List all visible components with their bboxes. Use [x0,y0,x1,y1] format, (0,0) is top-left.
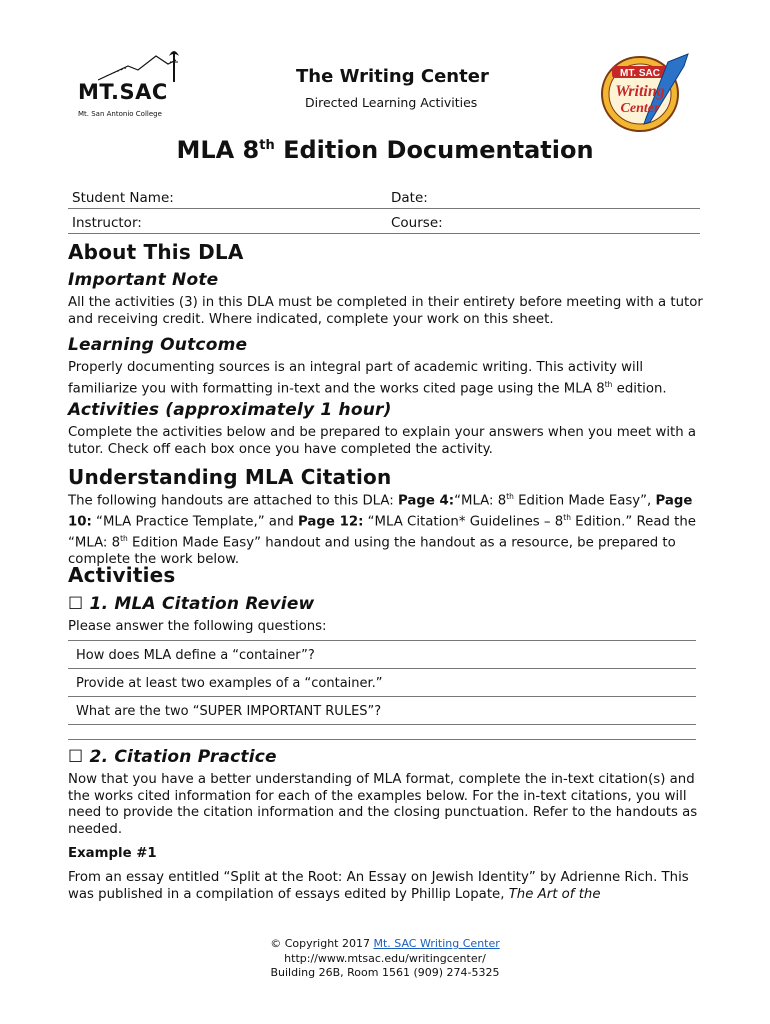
example-text [68,870,708,903]
u-t3: Edition Made Easy”, [513,493,656,509]
u-t1: The following handouts are attached to this DLA: [68,493,398,509]
u-b1: Page 4: [397,493,455,509]
activities-time-heading: Activities (approximately 1 hour) [68,400,392,420]
understanding-heading: Understanding MLA Citation [68,465,392,489]
title-superscript: th [259,138,275,153]
activity-1-heading[interactable]: ☐ 1. MLA Citation Review [68,594,315,614]
u-b2: Page 10: [68,493,693,530]
example-text-a: From an essay entitled “Split at the Root: An Essay on Jewish Identity” by Adrienne Rich. This was published in a compilation of essays edited by Phillip Lopate, [68,870,689,902]
outcome-text-a: Properly documenting sources is an integral part of academic writing. This activity will familiarize you with formatting in-text and the works cited page using the MLA 8 [68,360,644,396]
question-row[interactable] [68,668,696,697]
activity-2-text: Now that you have a better understanding of MLA format, complete the in-text citation(s) and the works cited information for each of the examples below. For the in-text citations, you will need to provide the citation information and the closing punctuation. Refer to the handouts as needed. [68,772,698,837]
example-italic: The Art of the [508,886,601,902]
u-t7: Edition Made Easy” handout and using the handout as a resource, be prepared to complete the work below. [68,535,676,567]
u-s3: th [120,533,128,543]
center-title: The Writing Center [296,66,489,87]
student-name-label: Student Name: [72,190,174,206]
badge-bottom-text: Center [620,101,660,116]
learning-outcome-heading: Learning Outcome [68,335,248,355]
question-text: How does MLA define a “container”? [76,648,315,663]
activity-2-heading[interactable]: ☐ 2. Citation Practice [68,747,277,767]
copyright-line [0,937,770,952]
learning-outcome-text [68,360,708,397]
example-label: Example #1 [68,846,157,861]
writing-center-link[interactable]: Mt. SAC Writing Center [373,937,500,950]
question-row[interactable] [68,640,696,669]
course-label: Course: [391,215,443,231]
answer-line[interactable] [68,724,696,725]
center-subtitle: Directed Learning Activities [305,95,478,110]
instructor-label: Instructor: [72,215,142,231]
question-text: Provide at least two examples of a “container.” [76,676,383,691]
badge-top-text: MT. SAC [620,68,660,79]
activities-time-text: Complete the activities below and be prepared to explain your answers when you meet with a tutor. Check off each box once you have completed the activity. [68,425,697,457]
badge-mid-text: Writing [615,83,665,100]
question-text: What are the two “SUPER IMPORTANT RULES”? [76,704,382,719]
u-s1: th [506,492,514,501]
footer [0,937,770,981]
date-label: Date: [391,190,428,206]
u-t4: “MLA Practice Template,” and [91,514,299,530]
title-rest: Edition Documentation [274,136,594,164]
page-title [0,136,770,164]
important-note-text: All the activities (3) in this DLA must be completed in their entirety before meeting with a tutor and receiving credit. Where indicated, complete your work on this sheet. [68,295,703,327]
u-b3: Page 12: [298,514,364,530]
u-t2: “MLA: 8 [454,493,507,509]
question-row[interactable] [68,696,696,725]
copyright-text: © Copyright 2017 [270,937,374,950]
footer-url: http://www.mtsac.edu/writingcenter/ [284,951,486,965]
outcome-sup: th [604,379,613,389]
activities-heading: Activities [68,563,176,587]
writing-center-logo-icon [598,52,694,134]
understanding-text [68,489,708,568]
activity-1-intro: Please answer the following questions: [68,619,327,634]
logo-subtitle: Mt. San Antonio College [78,110,162,118]
title-main: MLA 8 [176,136,260,164]
mt-sac-logo [78,46,198,122]
instructor-line[interactable] [68,233,700,234]
student-name-line[interactable] [68,208,700,209]
u-s2: th [563,512,571,522]
logo-name: MT.SAC [78,80,168,104]
answer-line[interactable] [68,739,696,740]
u-t5: “MLA Citation* Guidelines – 8 [363,514,564,530]
u-t6: Edition.” Read the “MLA: 8 [68,514,696,551]
footer-address: Building 26B, Room 1561 (909) 274-5325 [270,966,500,979]
outcome-text-b: edition. [612,380,667,396]
important-note-heading: Important Note [68,270,219,290]
writing-center-badge [598,52,694,134]
about-heading: About This DLA [68,240,244,264]
